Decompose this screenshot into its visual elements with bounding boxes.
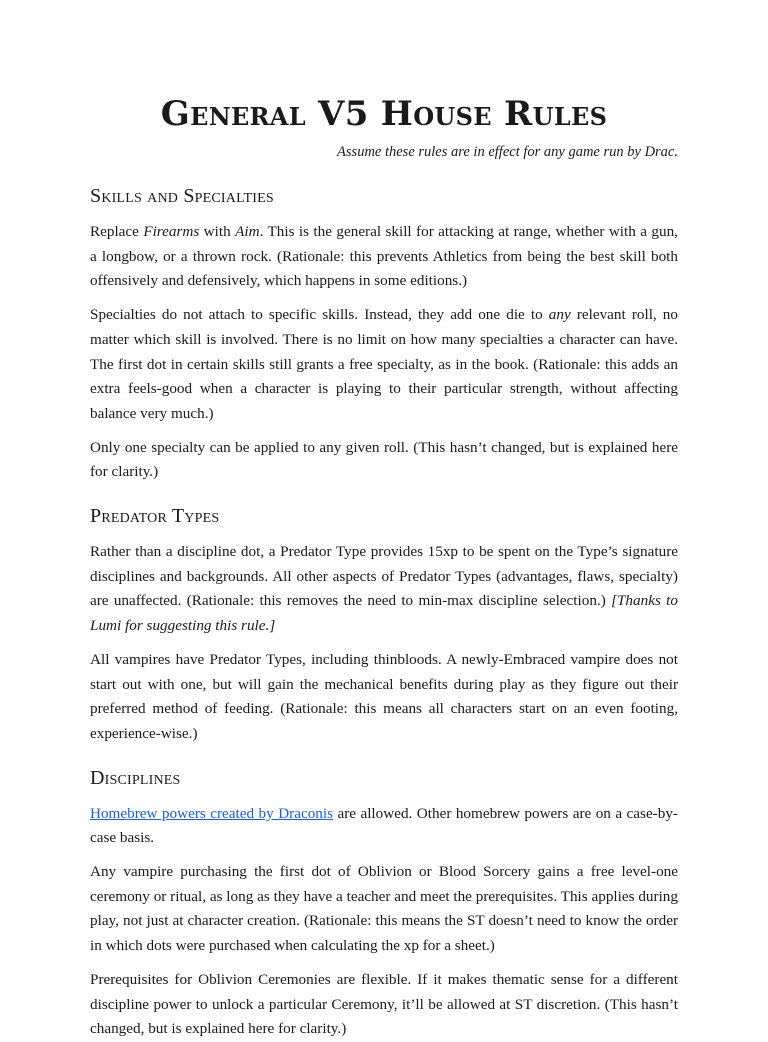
text-run: are allowed. Other homebrew powers are on a case-by-case basis. [90,804,678,847]
text-run: with [199,223,236,240]
emphasis-aim: Aim [235,223,260,240]
paragraph-homebrew [90,802,678,851]
section-heading-disciplines: Disciplines [90,766,181,789]
text-run: Specialties do not attach to specific skills. Instead, they add one die to [90,306,549,324]
paragraph-one-specialty: Only one specialty can be applied to any given roll. (This hasn’t changed, but is explained here for clarity.) [90,438,678,481]
paragraph-specialties [90,303,678,427]
paragraph-first-dot-ceremony: Any vampire purchasing the first dot of Oblivion or Blood Sorcery gains a free level-one ceremony or ritual, as long as they have a teacher and meet the prerequisites. This applies during play, not just at character creation. (Rationale: this means the ST doesn’t need to know the order in which dots were purchased when calculating the xp for a sheet.) [90,863,678,955]
paragraph-predator-xp [90,540,678,639]
emphasis-firearms: Firearms [143,223,200,240]
emphasis-any: any [548,306,571,324]
section-heading-skills: Skills and Specialties [90,185,274,207]
emphasis-thanks: [Thanks to Lumi for suggesting this rule.] [90,592,678,635]
homebrew-powers-link[interactable]: Homebrew powers created by Draconis [90,804,334,822]
text-run: relevant roll, no matter which skill is involved. There is no limit on how many specialties a character can have. The first dot in certain skills still grants a free specialty, as in the book. (Rationale: this adds an extra feels-good when a character is playing to their particular strength, without affecting balance very much.) [90,306,678,422]
section-heading-predator-types: Predator Types [90,505,220,528]
paragraph-prerequisites: Prerequisites for Oblivion Ceremonies are flexible. If it makes thematic sense for a different discipline power to unlock a particular Ceremony, it’ll be allowed at ST discretion. (This hasn’t changed, but is explained here for clarity.) [90,970,678,1038]
paragraph-predator-all-vampires: All vampires have Predator Types, including thinbloods. A newly-Embraced vampire does not start out with one, but will gain the mechanical benefits during play as they figure out their preferred method of feeding. (Rationale: this means all characters start on an even footing, experience-wise.) [90,650,678,742]
text-run: Replace [90,223,144,240]
paragraph-firearms-aim [90,220,678,294]
document-page [90,0,678,1042]
page-title: General V5 House Rules [160,94,608,134]
text-run: . This is the general skill for attacking at range, whether with a gun, a longbow, or a thrown rock. (Rationale: this prevents Athletics from being the best skill both offensively and defensively, which happens in some editions.) [90,223,678,290]
page-subtitle: Assume these rules are in effect for any game run by Drac. [337,144,678,160]
text-run: Rather than a discipline dot, a Predator Type provides 15xp to be spent on the Type’s signature disciplines and backgrounds. All other aspects of Predator Types (advantages, flaws, specialty) are unaffected. (Rationale: this removes the need to min-max discipline selection.) [90,543,678,610]
